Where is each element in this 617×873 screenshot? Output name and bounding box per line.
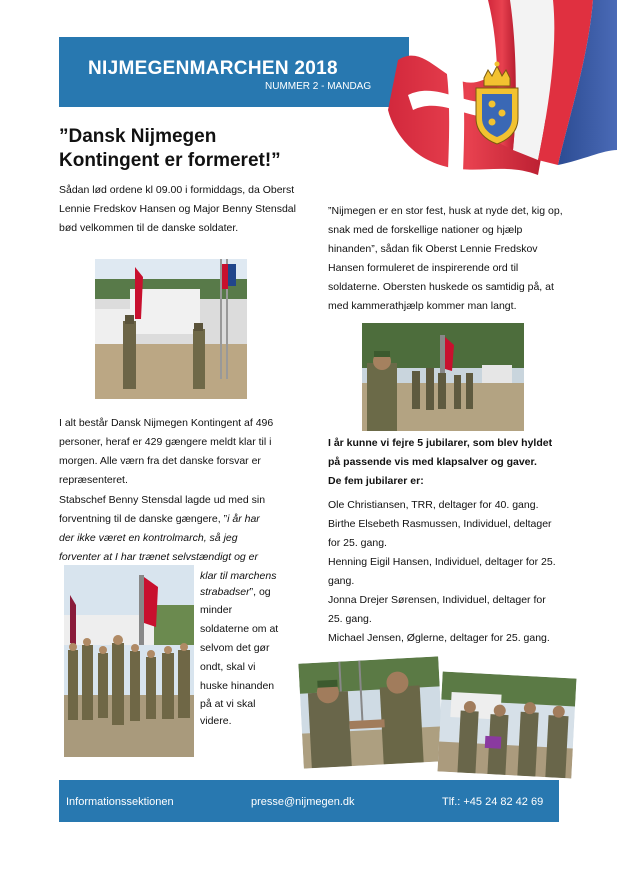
chief-of-staff-line-1: Stabschef Benny Stensdal lagde ud med sin bbox=[59, 494, 266, 506]
newsletter-title: NIJMEGENMARCHEN 2018 bbox=[88, 58, 338, 79]
contingent-size-paragraph: I alt består Dansk Nijmegen Kontingent af 496 personer, heraf er 429 gængere meldt klar til i morgen. Alle værn fra det danske forsvar er repræsenteret. bbox=[59, 417, 274, 486]
chief-of-staff-line-2: forventning til de danske gængere, ”i år har bbox=[59, 513, 260, 525]
jubilee-intro: I år kunne vi fejre 5 jubilarer, som blev hyldet på passende vis med klapsalver og gaver. bbox=[328, 437, 553, 468]
footer-section-name: Informationssektionen bbox=[66, 796, 174, 808]
chief-of-staff-line-4: forventer at I har trænet selvstændigt og er bbox=[59, 551, 259, 563]
chief-of-staff-line-7: minder bbox=[200, 604, 233, 616]
chief-of-staff-line-3: der ikke været en kontrolmarch, så jeg bbox=[59, 532, 238, 544]
chief-of-staff-line-6: strabadser”, og bbox=[200, 586, 271, 598]
jubilee-heading: De fem jubilarer er: bbox=[328, 475, 424, 487]
danish-dutch-flag-image bbox=[388, 0, 617, 180]
footer-phone: Tlf.: +45 24 82 42 69 bbox=[442, 796, 544, 808]
chief-of-staff-line-5: klar til marchens bbox=[200, 570, 277, 582]
intro-paragraph: Sådan lød ordene kl 09.00 i formiddags, da Oberst Lennie Fredskov Hansen og Major Benny Stensdal bød velkommen til de danske soldater. bbox=[59, 184, 296, 234]
photo-parade bbox=[64, 565, 194, 757]
chief-of-staff-line-8: soldaterne om at bbox=[200, 623, 279, 635]
article-headline: ”Dansk Nijmegen Kontingent er formeret!” bbox=[59, 126, 281, 171]
jubilar-list-item: Ole Christiansen, TRR, deltager for 40. gang. bbox=[328, 499, 539, 511]
photo-welcome-ceremony bbox=[95, 259, 247, 399]
issue-label: NUMMER 2 - MANDAG bbox=[265, 81, 372, 92]
photo-march-column bbox=[362, 323, 524, 431]
photo-jubilee-celebration bbox=[437, 672, 576, 779]
jubilar-list-item: Jonna Drejer Sørensen, Individuel, deltager for 25. gang. bbox=[328, 594, 546, 625]
chief-of-staff-line-10: ondt, skal vi bbox=[200, 661, 256, 673]
footer-email-link[interactable]: presse@nijmegen.dk bbox=[251, 796, 355, 808]
chief-of-staff-line-13b: videre. bbox=[200, 715, 232, 727]
chief-of-staff-line-9: selvom det gør bbox=[200, 642, 270, 654]
photo-handshake bbox=[298, 656, 443, 768]
jubilar-list-item: Michael Jensen, Øglerne, deltager for 25. gang. bbox=[328, 632, 550, 644]
jubilar-list-item: Birthe Elsebeth Rasmussen, Individuel, deltager for 25. gang. bbox=[328, 518, 552, 549]
colonel-quote-paragraph: ”Nijmegen er en stor fest, husk at nyde det, kig op, snak med de forskellige nationer og hjælp hinanden”, sådan fik Oberst Lennie Fredskov Hansen formuleret de inspirerende ord til soldaterne. Obersten huskede os samtidig på, at med kammerathjælp kommer man langt. bbox=[328, 205, 563, 312]
jubilar-list-item: Henning Eigil Hansen, Individuel, deltager for 25. gang. bbox=[328, 556, 556, 587]
chief-of-staff-line-11: huske hinanden bbox=[200, 680, 275, 692]
chief-of-staff-line-12: på at vi skal bbox=[200, 698, 256, 710]
